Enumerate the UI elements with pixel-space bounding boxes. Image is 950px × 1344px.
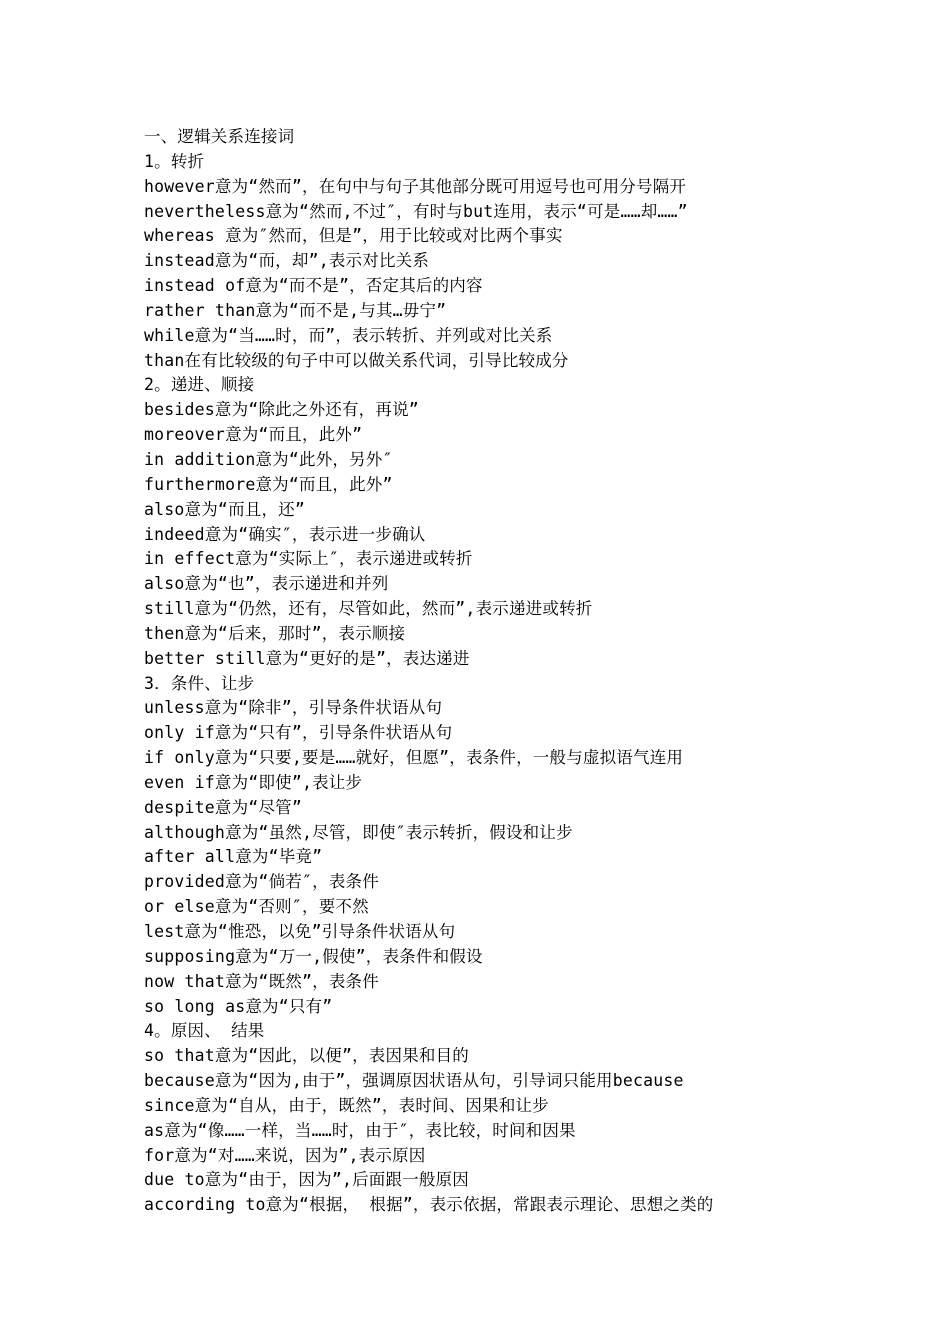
text-line: so long as意为“只有” (144, 996, 333, 1016)
text-line: in addition意为“此外，另外″ (144, 449, 393, 469)
text-line: indeed意为“确实″，表示进一步确认 (144, 524, 426, 544)
text-line: also意为“而且，还” (144, 499, 306, 519)
text-line: instead意为“而，却”,表示对比关系 (144, 251, 430, 271)
text-line: after all意为“毕竟” (144, 847, 323, 867)
text-line: instead of意为“而不是”，否定其后的内容 (144, 276, 483, 296)
text-line: or else意为“否则″，要不然 (144, 897, 369, 917)
text-line: furthermore意为“而且，此外” (144, 474, 393, 494)
text-line: according to意为“根据， 根据”，表示依据，常跟表示理论、思想之类的 (144, 1195, 714, 1215)
text-line: however意为“然而”，在句中与句子其他部分既可用逗号也可用分号隔开 (144, 176, 687, 196)
text-line: as意为“像……一样，当……时，由于″，表比较，时间和因果 (144, 1120, 576, 1140)
text-line: only if意为“只有”，引导条件状语从句 (144, 723, 453, 743)
subsection-heading: 1。转折 (144, 151, 205, 171)
text-line: so that意为“因此，以便”，表因果和目的 (144, 1046, 470, 1066)
subsection-heading: 3．条件、让步 (144, 673, 255, 693)
text-line: although意为“虽然,尽管，即使″表示转折，假设和让步 (144, 822, 573, 842)
text-line: because意为“因为,由于”，强调原因状语从句，引导词只能用because (144, 1071, 684, 1091)
text-line: in effect意为“实际上″，表示递进或转折 (144, 549, 473, 569)
text-line: rather than意为“而不是,与其…毋宁” (144, 300, 447, 320)
text-line: also意为“也”，表示递进和并列 (144, 574, 389, 594)
section-heading: 一、逻辑关系连接词 (144, 127, 295, 146)
subsection-heading: 2。递进、顺接 (144, 375, 255, 395)
text-line: provided意为“倘若″，表条件 (144, 872, 379, 892)
subsection-heading: 4。原因、 结果 (144, 1021, 265, 1041)
text-line: for意为“对……来说，因为”,表示原因 (144, 1145, 426, 1165)
text-line: now that意为“既然”，表条件 (144, 971, 379, 991)
text-line: supposing意为“万一,假使”，表条件和假设 (144, 946, 483, 966)
text-line: than在有比较级的句子中可以做关系代词，引导比较成分 (144, 350, 569, 370)
text-line: due to意为“由于，因为”,后面跟一般原因 (144, 1170, 470, 1190)
text-line: moreover意为“而且，此外” (144, 425, 363, 445)
text-line: while意为“当……时，而”，表示转折、并列或对比关系 (144, 325, 553, 345)
text-line: unless意为“除非”，引导条件状语从句 (144, 698, 443, 718)
text-line: whereas 意为″然而，但是”，用于比较或对比两个事实 (144, 226, 563, 246)
text-line: even if意为“即使”,表让步 (144, 772, 363, 792)
text-line: lest意为“惟恐，以免”引导条件状语从句 (144, 922, 456, 941)
text-line: if only意为“只要,要是……就好，但愿”，表条件，一般与虚拟语气连用 (144, 748, 684, 768)
text-line: better still意为“更好的是”，表达递进 (144, 648, 470, 668)
text-line: nevertheless意为“然而,不过″，有时与but连用，表示“可是……却……” (144, 201, 688, 221)
text-line: then意为“后来，那时”，表示顺接 (144, 623, 406, 643)
text-line: since意为“自从，由于，既然”，表时间、因果和让步 (144, 1095, 549, 1115)
document-body (144, 125, 924, 1218)
text-line: besides意为“除此之外还有，再说” (144, 400, 419, 420)
text-line: despite意为“尽管” (144, 797, 303, 817)
text-line: still意为“仍然，还有，尽管如此，然而”,表示递进或转折 (144, 599, 593, 619)
